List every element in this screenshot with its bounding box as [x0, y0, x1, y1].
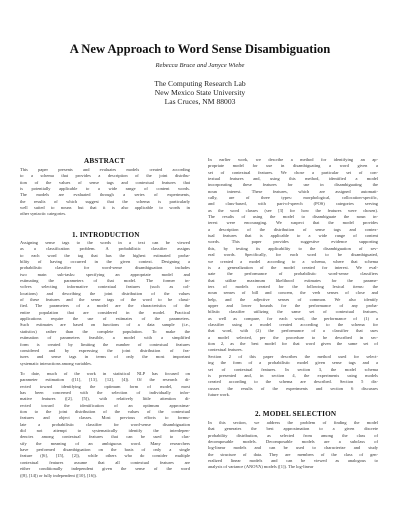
text-line: entire population that are considered in the model. Practical	[20, 309, 190, 315]
right-paragraph-1	[208, 157, 378, 354]
text-line: noun interest. These features, which are assigned automati-	[208, 188, 378, 194]
text-line: to each word the tag that has the highest estimated proba-	[20, 252, 190, 258]
text-line: tual features that is applicable to a wide range of content	[208, 233, 378, 239]
text-line: fied. The parameters of a model are the characteristics of the	[20, 303, 190, 309]
text-line: analysis of variance (ANOVA) models ([1]). The log-linear	[208, 464, 314, 470]
intro-heading: 1. INTRODUCTION	[72, 231, 140, 239]
affiliation-line: Las Cruces, NM 88003	[164, 97, 236, 106]
text-line: To date, much of the work in statistical NLP has focused on	[20, 371, 190, 376]
intro-paragraph-1	[20, 240, 190, 367]
text-line: of these features and the sense tags of the word to be classi-	[20, 297, 190, 303]
text-line: feature ([6], [15], [2]), while others who do consider multiple	[20, 453, 190, 459]
abstract-text	[20, 167, 190, 218]
text-line: rected toward identifying the optimum form of model, most	[20, 383, 190, 389]
text-line: set of contextual features. We chose a particular set of con-	[208, 169, 378, 175]
text-line: eral words. Specifically, for each word to be disambiguated,	[208, 252, 378, 258]
text-line: as well as compare, for each word, the performance of (1) a	[208, 315, 378, 321]
text-line: two main sub-tasks: specifying an appropriate model and	[20, 271, 190, 277]
text-line: tion of the values of sense tags and contextual features that	[20, 179, 190, 185]
text-line: help, and the adjective senses of common. We also identify	[208, 296, 378, 302]
text-line: other syntactic categories.	[20, 211, 67, 217]
text-line: mative features ([2], [5]), with relatively little attention di-	[20, 396, 190, 402]
text-line: ters of models created for the following lexical items: the	[208, 283, 378, 289]
text-line: set of contextual features. In section 3, the model schema	[208, 366, 378, 372]
text-line: This paper presents and evaluates models created according	[20, 167, 190, 172]
text-line: probabilistic classifier for word-sense disambiguation includes	[20, 265, 190, 271]
text-line: Assigning sense tags to the words in a text can be viewed	[20, 240, 190, 245]
right-paragraph-2	[208, 354, 378, 398]
text-line: noun senses of bill and concern, the verb senses of close and	[208, 290, 378, 296]
text-line: decomposable models. Decomposable models are a subclass of	[208, 439, 378, 445]
text-line: either conditionally independent given the sense of the word	[20, 466, 190, 472]
text-line: The results of using the model to disambiguate the noun in-	[208, 214, 378, 220]
text-line: rected toward the identification of an optimum approxima-	[20, 402, 190, 408]
text-line: that utilize maximum likelihood estimates for the parame-	[208, 277, 378, 283]
text-line: that generates the best approximation to a given discrete	[208, 426, 378, 432]
text-line: terest were encouraging. We suspect that the model provides	[208, 220, 378, 226]
text-line: to a schema that provides a description of the joint distribu-	[20, 173, 190, 179]
text-line: created according to the schema are described. Section 5 dis-	[208, 379, 378, 385]
intro-paragraph-2	[20, 371, 190, 479]
text-line: a description of the distribution of sense tags and contex-	[208, 226, 378, 232]
text-line: probability distribution, as selected from among the class of	[208, 432, 378, 438]
paper-authors: Rebecca Bruce and Janyce Wiebe	[155, 62, 245, 69]
text-line: considered and by expressing the joint distribution of fea-	[20, 347, 190, 353]
text-line: tures and sense tags in terms of only the most important	[20, 354, 190, 360]
text-line: applications require the use of estimates of the parameters.	[20, 316, 190, 322]
text-line: bilistic classifier utilizing the same set of contextual features,	[208, 309, 378, 315]
text-line: that word, with (2) the performance of a classifier that uses	[208, 328, 378, 334]
paper-title: A New Approach to Word Sense Disambiguation	[69, 42, 331, 56]
text-line: tion to the joint distribution of the values of the contextual	[20, 409, 190, 415]
text-line: is potentially applicable to a wide range of content words.	[20, 186, 190, 192]
text-line: log-linear models and can be used to characterize and study	[208, 445, 378, 451]
text-line: incorporating these features for use in disambiguating the	[208, 182, 378, 188]
text-line: upper and lower bounds for the performance of any proba-	[208, 302, 378, 308]
text-line: form is created by limiting the number of contextual features	[20, 341, 190, 347]
text-line: the structure of data. They are members of the class of gen-	[208, 451, 378, 457]
model-paragraph	[208, 420, 378, 471]
text-line: sify the meaning of an ambiguous word. Many researchers	[20, 440, 190, 446]
text-line: parameter estimation ([11], [13], [12], [4]). Of the research di-	[20, 377, 190, 383]
text-line: have performed disambiguation on the basis of only a single	[20, 447, 190, 453]
affiliation-line: New Mexico State University	[154, 88, 246, 97]
text-line: is presented and, in section 4, the experiments using models	[208, 373, 378, 379]
text-line: propriate model for use in disambiguating a word given a	[208, 163, 378, 169]
text-line: cally, are of three types: morphological, collocation-specific,	[208, 195, 378, 201]
text-line: and class-based, with part-of-speech (POS) categories serving	[208, 201, 378, 207]
text-line: a model selected, per the procedure to be described in sec-	[208, 334, 378, 340]
text-line: cusses the results of the experiments and section 6 discusses	[208, 385, 378, 391]
text-line: the results of which suggest that the schema is particularly	[20, 198, 190, 204]
text-line: words. This paper provides suggestive evidence supporting	[208, 239, 378, 245]
abstract-heading: ABSTRACT	[84, 157, 125, 165]
text-line: classifier using a model created according to the schema for	[208, 321, 378, 327]
text-line: The models are evaluated through a series of experiments,	[20, 192, 190, 198]
text-line: estimation of parameters feasible, a model with a simplified	[20, 335, 190, 341]
text-line: In earlier work, we describe a method for identifying an ap-	[208, 157, 378, 162]
text-line: estimating the parameters of that model. The former in-	[20, 278, 190, 284]
text-line: well suited to nouns but that it is also applicable to words in	[20, 205, 190, 211]
text-line: systematic interactions among variables.	[20, 360, 92, 366]
text-line: contextual features.	[208, 347, 243, 353]
text-line: In this section, we address the problem of finding the model	[208, 420, 378, 425]
text-line: future work.	[208, 392, 230, 398]
text-line: Such estimates are based on functions of a data sample (i.e.,	[20, 322, 190, 328]
text-line: dencies among contextual features that can be used to clas-	[20, 434, 190, 440]
text-line: we created a model according to a schema, where that schema	[208, 258, 378, 264]
model-heading: 2. MODEL SELECTION	[255, 410, 337, 418]
text-line: late a probabilistic classifier for word-sense disambiguation	[20, 421, 190, 427]
text-line: ([8], [14]) or fully independent ([10], [16]).	[20, 472, 98, 478]
text-line: features and object classes. Most previous efforts to formu-	[20, 415, 190, 421]
text-line: textual features and, using this method, identified a model	[208, 176, 378, 182]
text-line: tion 2, as the best model for that word given the same set of	[208, 340, 378, 346]
text-line: as a classification problem. A probabilistic classifier assigns	[20, 246, 190, 252]
affiliation-line: The Computing Research Lab	[154, 79, 246, 88]
text-line: bility of having occurred in the given context. Designing a	[20, 259, 190, 265]
text-line: contextual features assume that all contextual features are	[20, 459, 190, 465]
text-line: eralized linear models and can be viewed as analogous to	[208, 458, 378, 464]
text-line: ing the form of a probabilistic model given sense tags and a	[208, 360, 378, 366]
text-line: locations) and describing the joint distribution of the values	[20, 290, 190, 296]
text-line: volves selecting informative contextual features (such as col-	[20, 284, 190, 290]
text-line: uate the performance of probabilistic word-sense classifiers	[208, 271, 378, 277]
text-line: Section 2 of this paper describes the method used for select-	[208, 354, 378, 359]
text-line: this, by testing its applicability to the disambiguation of sev-	[208, 245, 378, 251]
text-line: did not attempt to systematically identify the interdepen-	[20, 428, 190, 434]
text-line: statistics) rather than the complete population. To make the	[20, 328, 190, 334]
text-line: is a generalization of the model created for interest. We eval-	[208, 264, 378, 270]
text-line: has been concerned with the selection of individually infor-	[20, 390, 190, 396]
text-line: as the word classes (see [3] for how the features were chosen).	[208, 207, 378, 213]
